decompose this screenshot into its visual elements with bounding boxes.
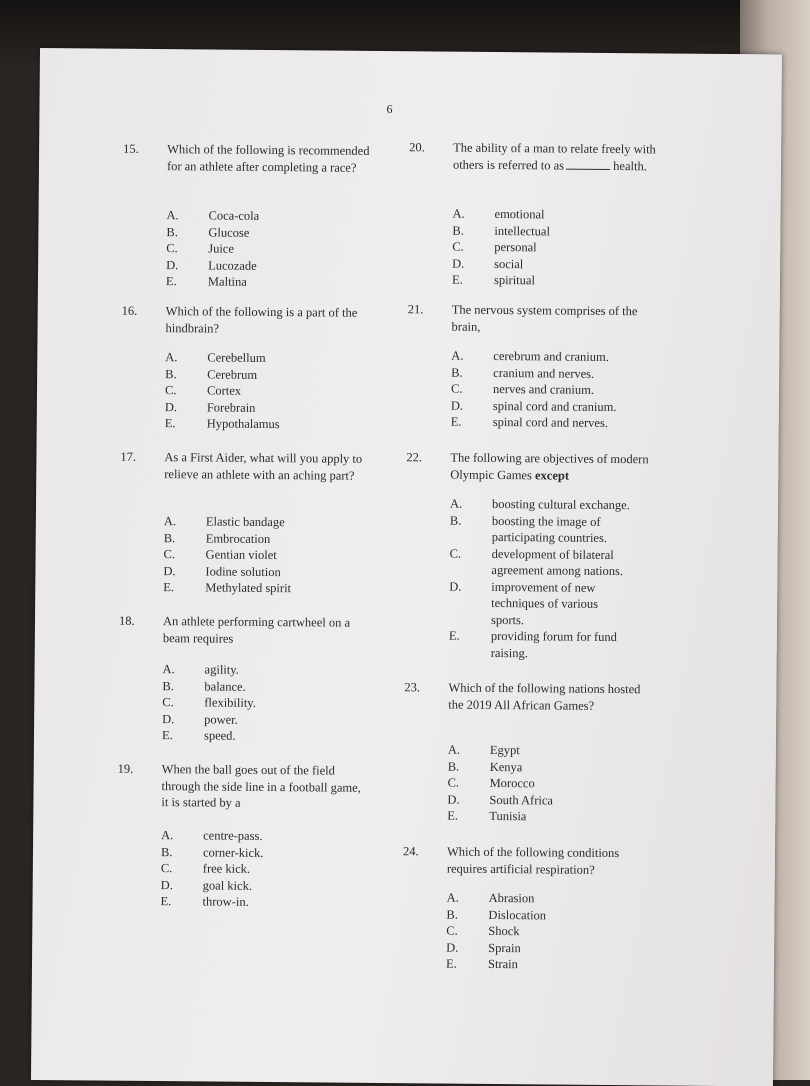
option-text: South Africa — [489, 791, 659, 809]
option-text: goal kick. — [203, 877, 373, 895]
option-text: social — [494, 255, 664, 273]
option-letter: A. — [451, 348, 491, 365]
option-list — [162, 661, 163, 743]
question-stem: Which of the following is recommended for an athlete after completing a race? — [167, 141, 372, 176]
option-letter: C. — [166, 240, 206, 257]
option-text: Strain — [488, 956, 658, 974]
option-list — [166, 207, 167, 289]
option-text: Cortex — [207, 382, 377, 400]
option-letter: C. — [161, 860, 201, 877]
page-number: 6 — [386, 102, 392, 117]
question-stem: Which of the following nations hosted the 2019 All African Games? — [448, 680, 648, 715]
option-list — [165, 349, 166, 431]
option-letter: E. — [452, 272, 492, 289]
option-list — [451, 348, 452, 430]
option-letter: C. — [165, 382, 205, 399]
option-text: Cerebrum — [207, 366, 377, 384]
option-text: Sprain — [488, 939, 658, 957]
option-text: corner-kick. — [203, 844, 373, 862]
option-text: Shock — [488, 923, 658, 941]
question-number: 23. — [404, 679, 440, 696]
option-text: Dislocation — [488, 906, 658, 924]
option-letter: C. — [164, 546, 204, 563]
option-text: Tunisia — [489, 808, 659, 826]
option-letter: B. — [161, 844, 201, 861]
option-list — [446, 890, 447, 972]
option-text: intellectual — [494, 222, 664, 240]
option-text: Juice — [208, 240, 378, 258]
option-text: centre-pass. — [203, 827, 373, 845]
option-text: improvement of new techniques of various sports. — [491, 578, 626, 629]
option-letter: E. — [446, 956, 486, 973]
option-letter: C. — [451, 381, 491, 398]
option-text: Kenya — [490, 758, 660, 776]
option-text: development of bilateral agreement among nations. — [491, 545, 651, 579]
option-text: Elastic bandage — [206, 513, 376, 531]
option-text: Maltina — [208, 273, 378, 291]
option-text: cranium and nerves. — [493, 364, 663, 382]
exam-page — [31, 48, 782, 1086]
question-stem: As a First Aider, what will you apply to relieve an athlete with an aching part? — [164, 449, 369, 484]
option-text: Glucose — [208, 224, 378, 242]
option-letter: E. — [160, 893, 200, 910]
question-number: 21. — [408, 301, 444, 318]
option-letter: B. — [448, 758, 488, 775]
option-text: spinal cord and nerves. — [493, 414, 663, 432]
option-text: spinal cord and cranium. — [493, 397, 663, 415]
option-letter: A. — [450, 496, 490, 513]
option-letter: D. — [162, 711, 202, 728]
option-letter: C. — [452, 239, 492, 256]
option-letter: D. — [446, 939, 486, 956]
option-text: Lucozade — [208, 257, 378, 275]
option-list — [452, 206, 453, 288]
option-letter: B. — [451, 364, 491, 381]
option-letter: D. — [163, 563, 203, 580]
option-letter: A. — [161, 827, 201, 844]
option-text: Forebrain — [207, 399, 377, 417]
option-text: balance. — [204, 678, 374, 696]
question-stem-end: health. — [613, 159, 647, 173]
question-number: 17. — [120, 449, 156, 466]
question-number: 24. — [403, 843, 439, 860]
option-letter: C. — [448, 775, 488, 792]
option-letter: A. — [164, 513, 204, 530]
question-stem: An athlete performing cartwheel on a beam requires — [163, 613, 368, 648]
option-text: power. — [204, 711, 374, 729]
option-text: Gentian violet — [206, 546, 376, 564]
option-letter: B. — [164, 530, 204, 547]
option-letter: A. — [163, 661, 203, 678]
option-text: Iodine solution — [205, 563, 375, 581]
question-number: 19. — [118, 761, 154, 778]
option-text: throw-in. — [202, 893, 372, 911]
option-text: emotional — [494, 206, 664, 224]
option-text: boosting cultural exchange. — [492, 496, 662, 514]
question-stem-text: The following are objectives of modern Olympic Games — [450, 451, 648, 482]
option-letter: A. — [166, 207, 206, 224]
option-letter: C. — [446, 923, 486, 940]
option-text: providing forum for fund raising. — [491, 628, 651, 662]
option-letter: B. — [446, 906, 486, 923]
question-stem — [453, 140, 668, 175]
question-stem: Which of the following is a part of the hindbrain? — [165, 303, 370, 338]
option-text: nerves and cranium. — [493, 381, 663, 399]
option-text: agility. — [205, 661, 375, 679]
option-text: Morocco — [490, 775, 660, 793]
question-stem: The nervous system comprises of the brain, — [452, 302, 667, 337]
option-letter: E. — [449, 628, 489, 645]
option-letter: C. — [450, 545, 490, 562]
option-letter: B. — [450, 512, 490, 529]
option-text: Abrasion — [489, 890, 659, 908]
option-text: Coca-cola — [208, 207, 378, 225]
option-letter: D. — [447, 791, 487, 808]
option-letter: A. — [447, 890, 487, 907]
option-list — [447, 742, 448, 824]
option-list — [449, 496, 450, 661]
option-letter: D. — [452, 255, 492, 272]
option-text: Embrocation — [206, 530, 376, 548]
option-text: flexibility. — [204, 694, 374, 712]
option-letter: D. — [449, 578, 489, 595]
option-text: speed. — [204, 727, 374, 745]
question-number: 16. — [122, 303, 158, 320]
option-letter: B. — [162, 678, 202, 695]
question-stem: Which of the following conditions requires artificial respiration? — [447, 844, 657, 879]
option-letter: E. — [162, 727, 202, 744]
option-text: Egypt — [490, 742, 660, 760]
option-text: free kick. — [203, 860, 373, 878]
question-stem-text: The ability of a man to relate freely with others is referred to as — [453, 141, 656, 172]
option-text: Methylated spirit — [205, 579, 375, 597]
question-stem-emphasis: except — [535, 468, 569, 482]
question-stem: When the ball goes out of the field through the side line in a football game, it is started by a — [161, 761, 366, 812]
option-letter: E. — [447, 808, 487, 825]
option-letter: B. — [166, 224, 206, 241]
option-letter: B. — [165, 366, 205, 383]
option-letter: D. — [161, 877, 201, 894]
option-text: cerebrum and cranium. — [493, 348, 663, 366]
option-letter: A. — [448, 742, 488, 759]
question-number: 15. — [123, 141, 159, 158]
option-text: Hypothalamus — [207, 415, 377, 433]
option-list — [163, 513, 164, 595]
option-letter: D. — [165, 399, 205, 416]
option-letter: D. — [166, 257, 206, 274]
option-letter: A. — [165, 349, 205, 366]
option-letter: D. — [451, 397, 491, 414]
option-letter: A. — [452, 206, 492, 223]
option-text: personal — [494, 239, 664, 257]
answer-blank — [566, 168, 610, 169]
question-number: 20. — [409, 139, 445, 156]
question-stem — [450, 450, 665, 485]
option-letter: E. — [165, 415, 205, 432]
option-letter: E. — [163, 579, 203, 596]
option-text: spiritual — [494, 272, 664, 290]
option-list — [160, 827, 161, 909]
option-letter: E. — [451, 414, 491, 431]
question-number: 22. — [406, 449, 442, 466]
option-text: Cerebellum — [207, 349, 377, 367]
option-text: boosting the image of participating countries. — [492, 512, 652, 546]
option-letter: C. — [162, 694, 202, 711]
option-letter: B. — [452, 222, 492, 239]
option-letter: E. — [166, 273, 206, 290]
question-number: 18. — [119, 613, 155, 630]
